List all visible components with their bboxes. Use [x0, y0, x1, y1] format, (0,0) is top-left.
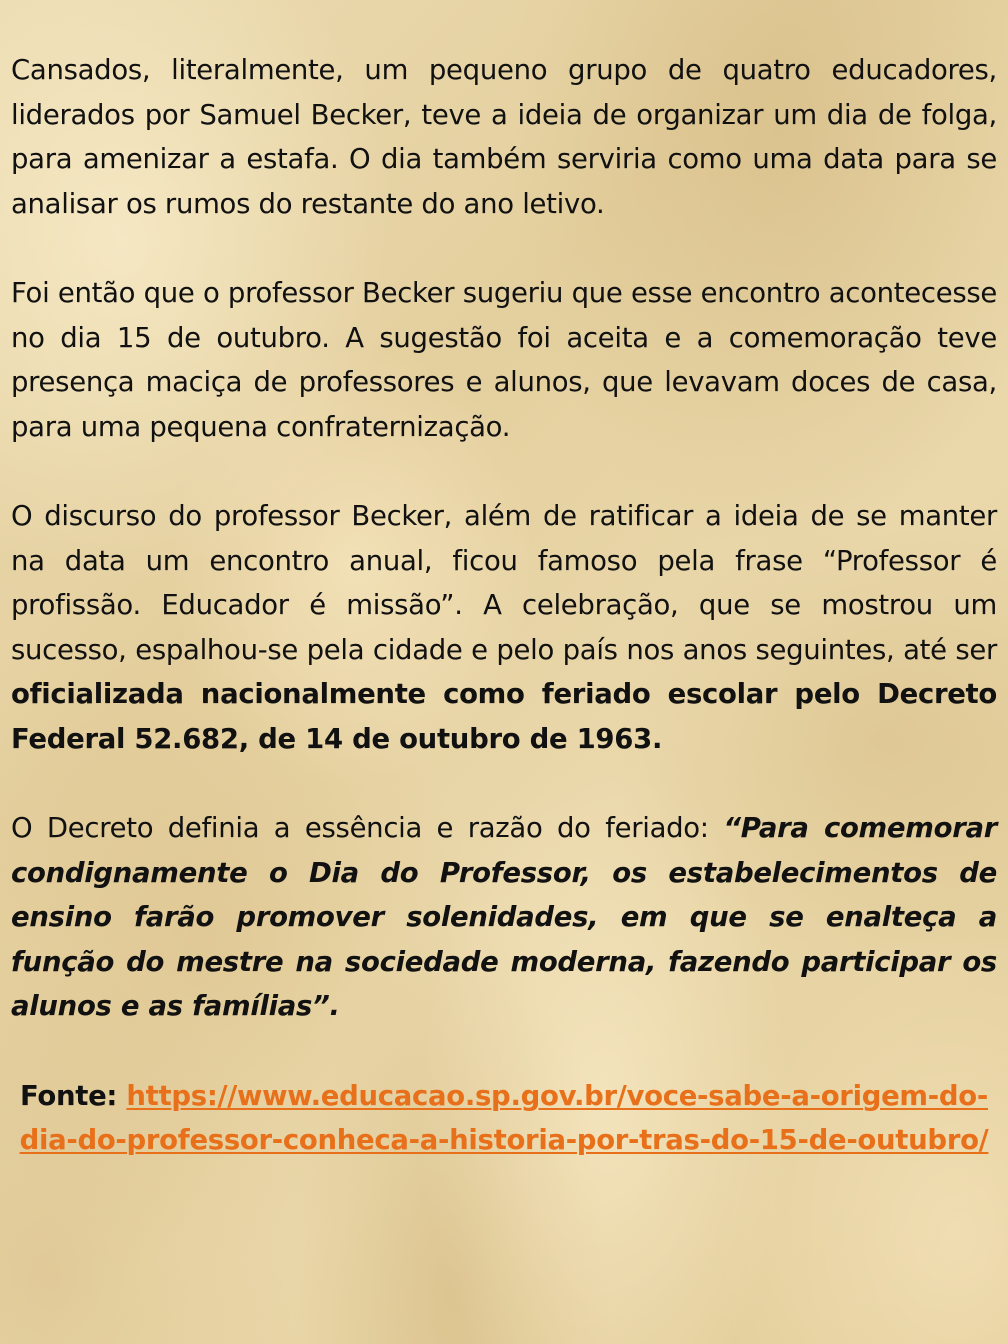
document-body [11, 48, 997, 1163]
paragraph-decree-text: O Decreto definia a essência e razão do feriado: [11, 812, 724, 844]
paragraph-origin [11, 48, 997, 226]
source-label: Fonte: [19, 1079, 127, 1112]
paragraph-speech [11, 494, 997, 761]
paragraph-speech-bold-text: oficializada nacionalmente como feriado escolar pelo Decreto Federal 52.682, de 14 de outubro de 1963. [11, 678, 997, 755]
paragraph-decree-quote: “Para comemorar condignamente o Dia do Professor, os estabelecimentos de ensino farão promover solenidades, em que se enalteça a função do mestre na sociedade moderna, fazendo participar os alunos e as famílias”. [11, 812, 997, 1022]
paragraph-suggestion [11, 271, 997, 449]
paragraph-origin-text: Cansados, literalmente, um pequeno grupo de quatro educadores, liderados por Samuel Becker, teve a ideia de organizar um dia de folga, para amenizar a estafa. O dia também serviria como uma data para se analisar os rumos do restante do ano letivo. [11, 54, 997, 220]
paragraph-suggestion-text: Foi então que o professor Becker sugeriu que esse encontro acontecesse no dia 15 de outubro. A sugestão foi aceita e a comemoração teve presença maciça de professores e alunos, que levavam doces de casa, para uma pequena confraternização. [11, 277, 997, 443]
paragraph-decree [11, 806, 997, 1029]
source-citation [11, 1074, 997, 1163]
paragraph-speech-text: O discurso do professor Becker, além de ratificar a ideia de se manter na data um encontro anual, ficou famoso pela frase “Professor é profissão. Educador é missão”. A celebração, que se mostrou um sucesso, espalhou-se pela cidade e pelo país nos anos seguintes, até ser [11, 500, 997, 666]
source-link[interactable]: https://www.educacao.sp.gov.br/voce-sabe-a-origem-do-dia-do-professor-conheca-a-historia-por-tras-do-15-de-outubro/ [19, 1079, 989, 1156]
